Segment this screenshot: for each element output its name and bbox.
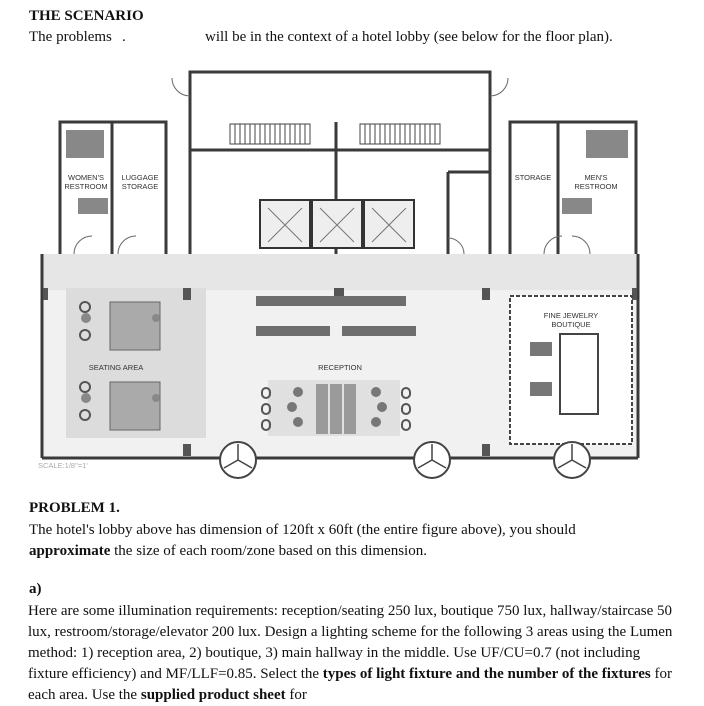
womens-restroom-label-2: RESTROOM <box>64 182 108 191</box>
mens-restroom-label-1: MEN'S <box>584 173 608 182</box>
part-a-text1: Here are some illumination requirements: reception/seating 250 lux, boutique 750 lux, hallway/staircase 50 lux, restroom/storage/elevator 200 lux. Design a lighting scheme for the following 3 areas using the Lumen method: 1) reception area, 2) boutique, 3) main hallway in the middle. Use UF/CU=0.7 (not including fixture efficiency) and MF/LLF=0.85. Select the <box>28 603 673 682</box>
part-a-text3: for <box>285 687 307 703</box>
problem1-heading: PROBLEM 1. <box>29 500 120 516</box>
problem1-line2-rest: the size of each room/zone based on this dimension. <box>110 543 427 559</box>
scenario-intro-dot: . <box>122 29 126 45</box>
boutique-label-2: BOUTIQUE <box>551 320 591 329</box>
part-a-bold1: types of light fixture and the number of the fixtures <box>322 666 651 682</box>
scenario-intro-left: The problems <box>29 29 112 45</box>
floor-plan-image <box>30 62 642 482</box>
luggage-storage-label-1: LUGGAGE <box>121 173 159 182</box>
scenario-intro-right: will be in the context of a hotel lobby (see below for the floor plan). <box>205 29 613 45</box>
reception-label: RECEPTION <box>318 363 362 372</box>
womens-restroom-label-1: WOMEN'S <box>67 173 105 182</box>
part-a-bold2: supplied product sheet <box>140 687 286 703</box>
part-a-label: a) <box>29 581 42 597</box>
scale-label: SCALE:1/8"=1' <box>38 461 88 470</box>
part-a-paragraph <box>28 601 678 706</box>
problem1-approximate: approximate <box>29 543 111 559</box>
mens-restroom-label-2: RESTROOM <box>574 182 618 191</box>
luggage-storage-label-2: STORAGE <box>121 182 159 191</box>
storage-label: STORAGE <box>514 173 552 182</box>
problem1-line2 <box>29 541 427 562</box>
seating-area-label: SEATING AREA <box>88 363 144 372</box>
problem1-line1: The hotel's lobby above has dimension of 120ft x 60ft (the entire figure above), you should <box>29 522 576 538</box>
boutique-label-1: FINE JEWELRY <box>543 311 599 320</box>
scenario-heading: THE SCENARIO <box>29 8 144 24</box>
part-a-text2: for each area. Use the <box>28 666 672 703</box>
